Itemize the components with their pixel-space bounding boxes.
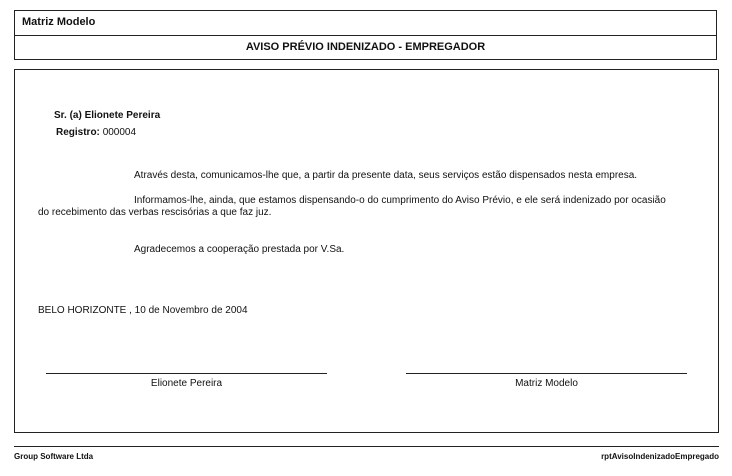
report-header: [14, 10, 717, 60]
footer-company: Group Software Ltda: [14, 452, 94, 461]
employer-signature-name: Matriz Modelo: [515, 378, 578, 389]
salutation: Sr. (a) Elionete Pereira: [54, 110, 161, 121]
paragraph-2: Informamos-lhe, ainda, que estamos dispensando-o do cumprimento do Aviso Prévio, e ele será indenizado por ocasião do recebimento das verbas rescisórias a que faz juz.: [38, 195, 666, 218]
employer-signature-line: [406, 373, 687, 374]
paragraph-1: Através desta, comunicamos-lhe que, a partir da presente data, seus serviços estão dispensados nesta empresa.: [134, 170, 638, 181]
employee-signature-name: Elionete Pereira: [150, 378, 223, 389]
place-date: BELO HORIZONTE , 10 de Novembro de 2004: [38, 305, 248, 316]
company-name: Matriz Modelo: [22, 16, 96, 28]
document-title: AVISO PRÉVIO INDENIZADO - EMPREGADOR: [245, 41, 486, 53]
letter-body: [14, 69, 719, 433]
paragraph-3: Agradecemos a cooperação prestada por V.Sa.: [134, 244, 345, 255]
header-divider: [15, 35, 716, 36]
footer-divider: [14, 446, 719, 447]
registro-label: Registro:: [56, 127, 100, 138]
employee-signature-line: [46, 373, 327, 374]
footer-report-id: rptAvisoIndenizadoEmpregado: [601, 452, 719, 461]
registro-value: 000004: [102, 127, 137, 138]
registro: [56, 127, 136, 138]
